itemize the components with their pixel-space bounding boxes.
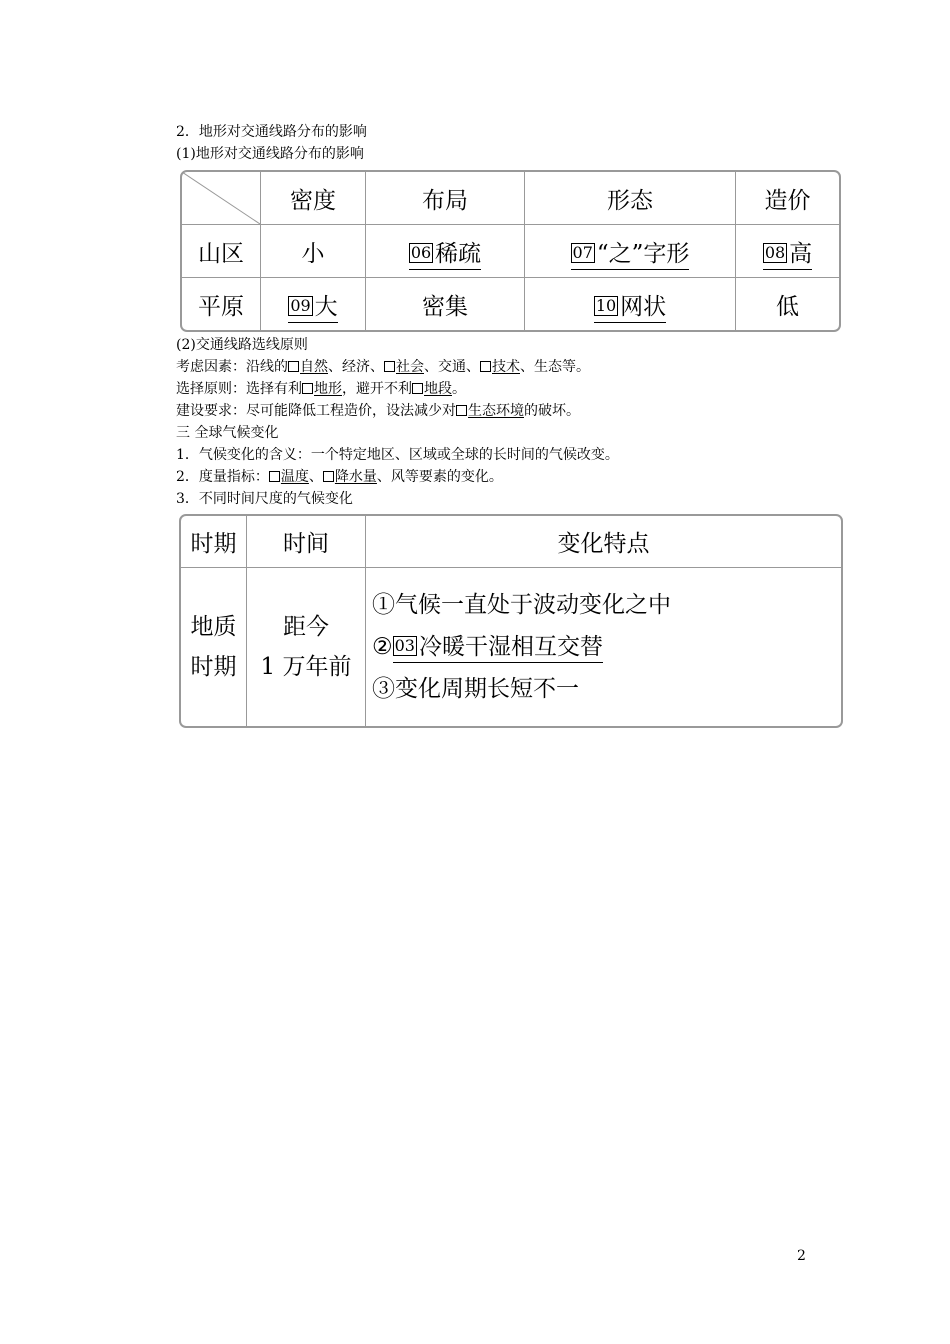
- answer-number: 03: [394, 636, 415, 655]
- answer-text: 高: [789, 240, 813, 267]
- blank-box: [323, 471, 334, 482]
- blank-box: [384, 361, 395, 372]
- factors-label: 考虑因素：沿线的: [176, 359, 288, 375]
- subheading-route-principles: (2)交通线路选线原则: [176, 337, 308, 353]
- answer-text: 技术: [492, 359, 520, 375]
- climate-definition: 1．气候变化的含义：一个特定地区、区域或全球的长时间的气候改变。: [176, 447, 619, 463]
- time-value: [247, 568, 366, 726]
- answer-number: 06: [410, 242, 432, 262]
- period-geologic: [181, 568, 247, 726]
- row-plain-name: 平原: [182, 278, 261, 330]
- header-time: 时间: [247, 516, 366, 568]
- terrain-table: [180, 170, 841, 332]
- header-cost: 造价: [736, 172, 839, 225]
- corner-cell: [182, 172, 261, 225]
- diagonal-line: [182, 172, 260, 224]
- principle-label: 选择原则：选择有利: [176, 381, 302, 397]
- page-number: 2: [797, 1248, 806, 1264]
- answer-number: 07: [572, 242, 593, 262]
- requirement-line: [176, 401, 580, 421]
- feature-3: ③变化周期长短不一: [372, 676, 579, 702]
- section-heading-climate: 三 全球气候变化: [176, 425, 279, 441]
- answer-text: 地段: [424, 381, 452, 397]
- feature-2: [372, 626, 841, 668]
- header-layout: 布局: [366, 172, 525, 225]
- climate-indicators: [176, 467, 503, 487]
- time-line2: 1 万年前: [260, 654, 352, 680]
- tail-text: 。: [452, 381, 466, 397]
- blank-box: [480, 361, 491, 372]
- tail-text: 的破坏。: [524, 403, 580, 419]
- plain-cost: 低: [776, 293, 799, 320]
- feature-2-prefix: ②: [372, 634, 393, 660]
- separator-text: 、: [308, 469, 323, 485]
- separator-text: 、交通、: [424, 359, 480, 375]
- header-shape: 形态: [525, 172, 736, 225]
- mountain-shape: [525, 225, 736, 278]
- mountain-cost: [736, 225, 839, 278]
- tail-text: 、生态等。: [520, 359, 590, 375]
- subheading-terrain-effect: (1)地形对交通线路分布的影响: [176, 146, 364, 162]
- answer-number: 09: [290, 295, 311, 315]
- climate-timescales-heading: 3．不同时间尺度的气候变化: [176, 491, 353, 507]
- section-heading-terrain: 2．地形对交通线路分布的影响: [176, 124, 367, 140]
- answer-text: 降水量: [334, 469, 377, 485]
- mountain-density: 小: [261, 225, 366, 278]
- answer-text: “之”字形: [596, 240, 690, 267]
- features-cell: [366, 568, 841, 726]
- factors-line: [176, 357, 590, 377]
- indicators-label: 2．度量指标：: [176, 469, 269, 485]
- plain-shape: [525, 278, 736, 330]
- answer-text: 稀疏: [435, 240, 482, 267]
- answer-text: 温度: [280, 469, 309, 485]
- blank-box: [288, 361, 299, 372]
- separator-text: 、经济、: [328, 359, 384, 375]
- blank-box: [456, 405, 467, 416]
- mountain-layout: [366, 225, 525, 278]
- plain-density: [261, 278, 366, 330]
- answer-text: 地形: [314, 381, 342, 397]
- row-mountain-name: 山区: [182, 225, 261, 278]
- feature-1: ①气候一直处于波动变化之中: [372, 592, 671, 618]
- header-density: 密度: [261, 172, 366, 225]
- period-line1: 地质: [190, 614, 237, 640]
- blank-box: [269, 471, 280, 482]
- answer-text: 生态环境: [468, 403, 524, 419]
- answer-text: 网状: [620, 293, 667, 320]
- principle-line: [176, 379, 466, 399]
- answer-number: 10: [595, 295, 617, 315]
- time-line1: 距今: [283, 614, 329, 640]
- separator-text: ，避开不利: [342, 381, 412, 397]
- blank-box: [412, 383, 423, 394]
- tail-text: 、风等要素的变化。: [376, 469, 503, 485]
- blank-box: [302, 383, 313, 394]
- header-period: 时期: [181, 516, 247, 568]
- period-line2: 时期: [190, 654, 237, 680]
- answer-text: 大: [314, 293, 338, 320]
- plain-layout: 密集: [366, 278, 525, 330]
- answer-text: 冷暖干湿相互交替: [418, 634, 603, 660]
- header-features: 变化特点: [366, 516, 841, 568]
- climate-table: [179, 514, 843, 728]
- answer-text: 社会: [396, 359, 424, 375]
- requirement-label: 建设要求：尽可能降低工程造价，设法减少对: [176, 403, 456, 419]
- answer-number: 08: [764, 242, 786, 262]
- answer-text: 自然: [300, 359, 328, 375]
